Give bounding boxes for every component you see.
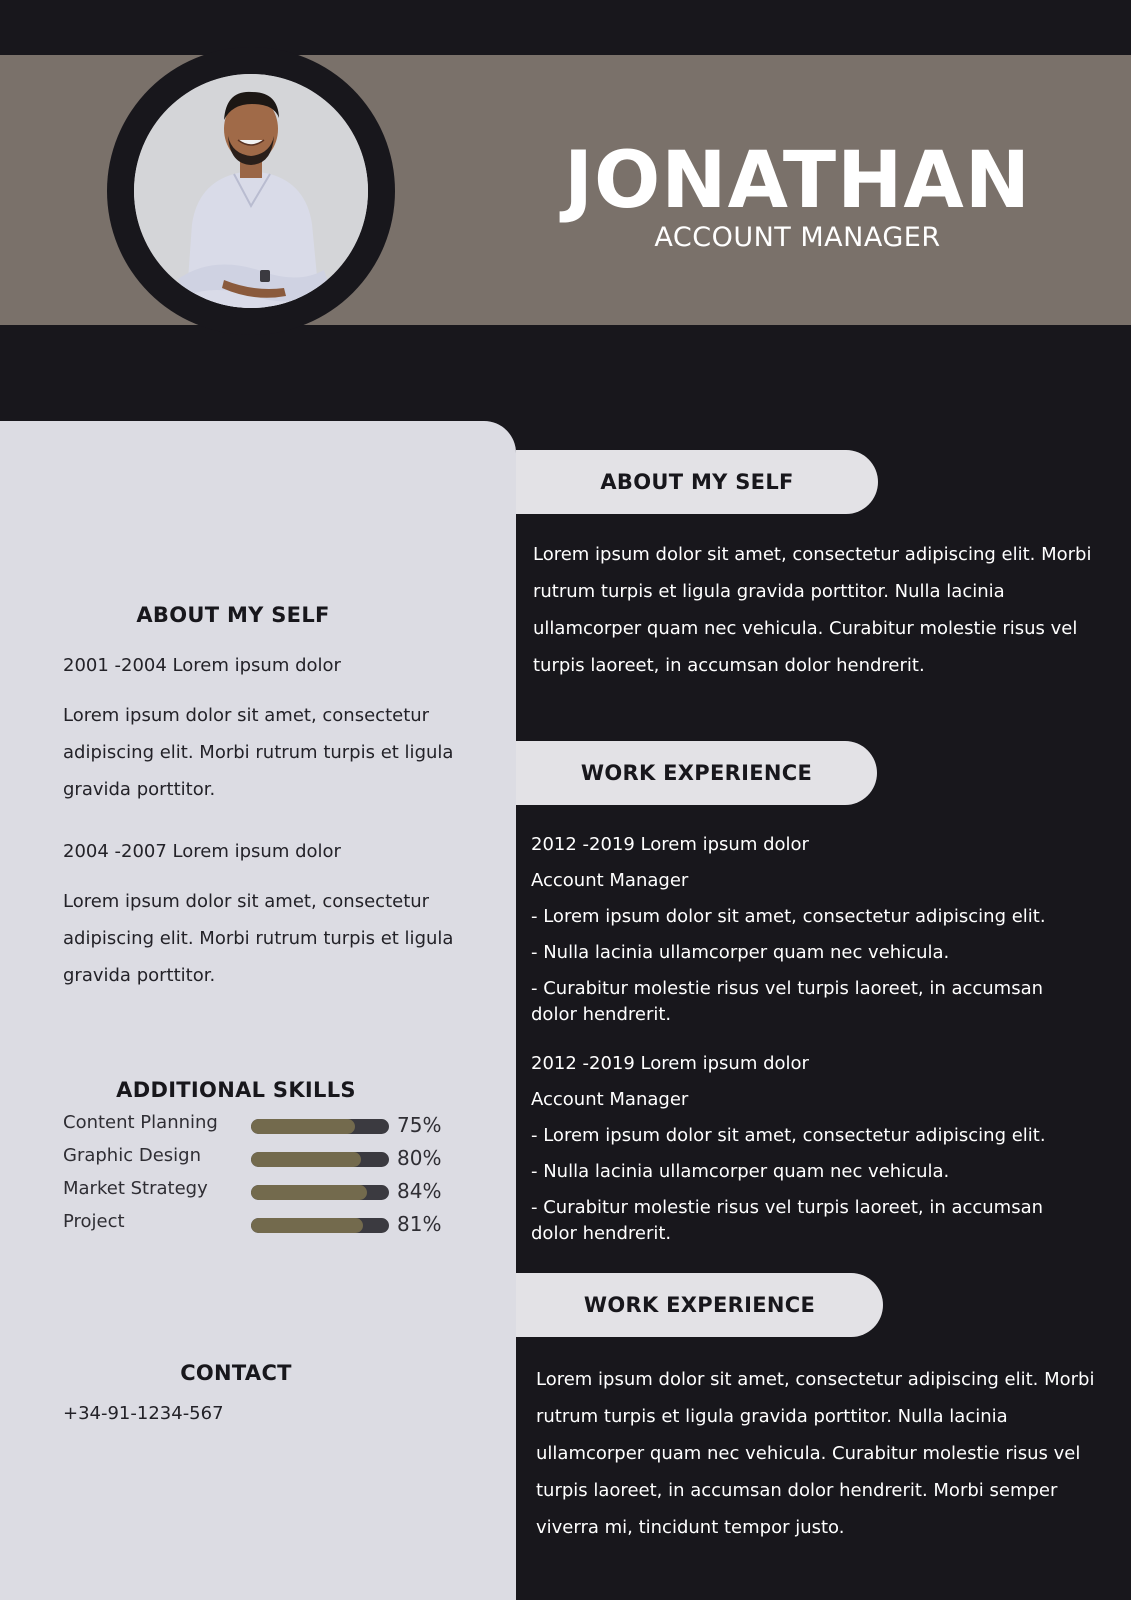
job-bullet: - Lorem ipsum dolor sit amet, consectetur adipiscing elit. [531,906,1046,927]
about-heading: ABOUT MY SELF [136,603,330,627]
contact-heading: CONTACT [180,1361,292,1385]
skill-bar [251,1152,389,1167]
job-bullet: - Lorem ipsum dolor sit amet, consectetur adipiscing elit. [531,1125,1046,1146]
work-experience-header: WORK EXPERIENCE [516,741,877,805]
skill-percent: 75% [397,1113,442,1137]
job-period: 2012 -2019 Lorem ipsum dolor [531,1053,809,1074]
skill-label: Content Planning [63,1112,218,1133]
work-experience-header: WORK EXPERIENCE [516,1273,883,1337]
job-period: 2012 -2019 Lorem ipsum dolor [531,834,809,855]
about-section-header: ABOUT MY SELF [516,450,878,514]
skill-row [63,1145,463,1171]
skill-percent: 84% [397,1179,442,1203]
person-illustration [134,74,368,308]
education-description: Lorem ipsum dolor sit amet, consectetur adipiscing elit. Morbi rutrum turpis et ligula gravida porttitor. [63,705,454,800]
skill-bar-fill [251,1218,363,1233]
skill-bar-fill [251,1119,355,1134]
work-experience-text: Lorem ipsum dolor sit amet, consectetur adipiscing elit. Morbi rutrum turpis et ligula gravida porttitor. Nulla lacinia ullamcorper quam nec vehicula. Curabitur molestie risus vel turpis laoreet, in accumsan dolor hendrerit. Morbi semper viverra mi, tincidunt tempor justo. [536,1369,1095,1538]
job-bullet: - Curabitur molestie risus vel turpis laoreet, in accumsan dolor hendrerit. [531,978,1044,1025]
education-description: Lorem ipsum dolor sit amet, consectetur adipiscing elit. Morbi rutrum turpis et ligula gravida porttitor. [63,891,454,986]
job-role: Account Manager [531,1089,689,1110]
skill-percent: 80% [397,1146,442,1170]
skill-bar-fill [251,1152,361,1167]
candidate-name: JONATHAN [563,136,1032,226]
skill-row [63,1178,463,1204]
skill-bar [251,1218,389,1233]
skills-heading: ADDITIONAL SKILLS [116,1078,356,1102]
contact-phone: +34-91-1234-567 [63,1403,224,1424]
skill-label: Project [63,1211,125,1232]
skill-row [63,1112,463,1138]
candidate-title: ACCOUNT MANAGER [654,222,941,253]
skill-percent: 81% [397,1212,442,1236]
skill-label: Graphic Design [63,1145,201,1166]
skill-row [63,1211,463,1237]
job-bullet: - Nulla lacinia ullamcorper quam nec vehicula. [531,942,950,963]
job-bullet: - Curabitur molestie risus vel turpis laoreet, in accumsan dolor hendrerit. [531,1197,1044,1244]
education-period: 2001 -2004 Lorem ipsum dolor [63,655,341,676]
skill-bar [251,1119,389,1134]
about-text: Lorem ipsum dolor sit amet, consectetur adipiscing elit. Morbi rutrum turpis et ligula gravida porttitor. Nulla lacinia ullamcorper quam nec vehicula. Curabitur molestie risus vel turpis laoreet, in accumsan dolor hendrerit. [533,544,1092,676]
skill-bar-fill [251,1185,367,1200]
skill-label: Market Strategy [63,1178,208,1199]
job-bullet: - Nulla lacinia ullamcorper quam nec vehicula. [531,1161,950,1182]
profile-photo [134,74,368,308]
education-period: 2004 -2007 Lorem ipsum dolor [63,841,341,862]
skill-bar [251,1185,389,1200]
job-role: Account Manager [531,870,689,891]
